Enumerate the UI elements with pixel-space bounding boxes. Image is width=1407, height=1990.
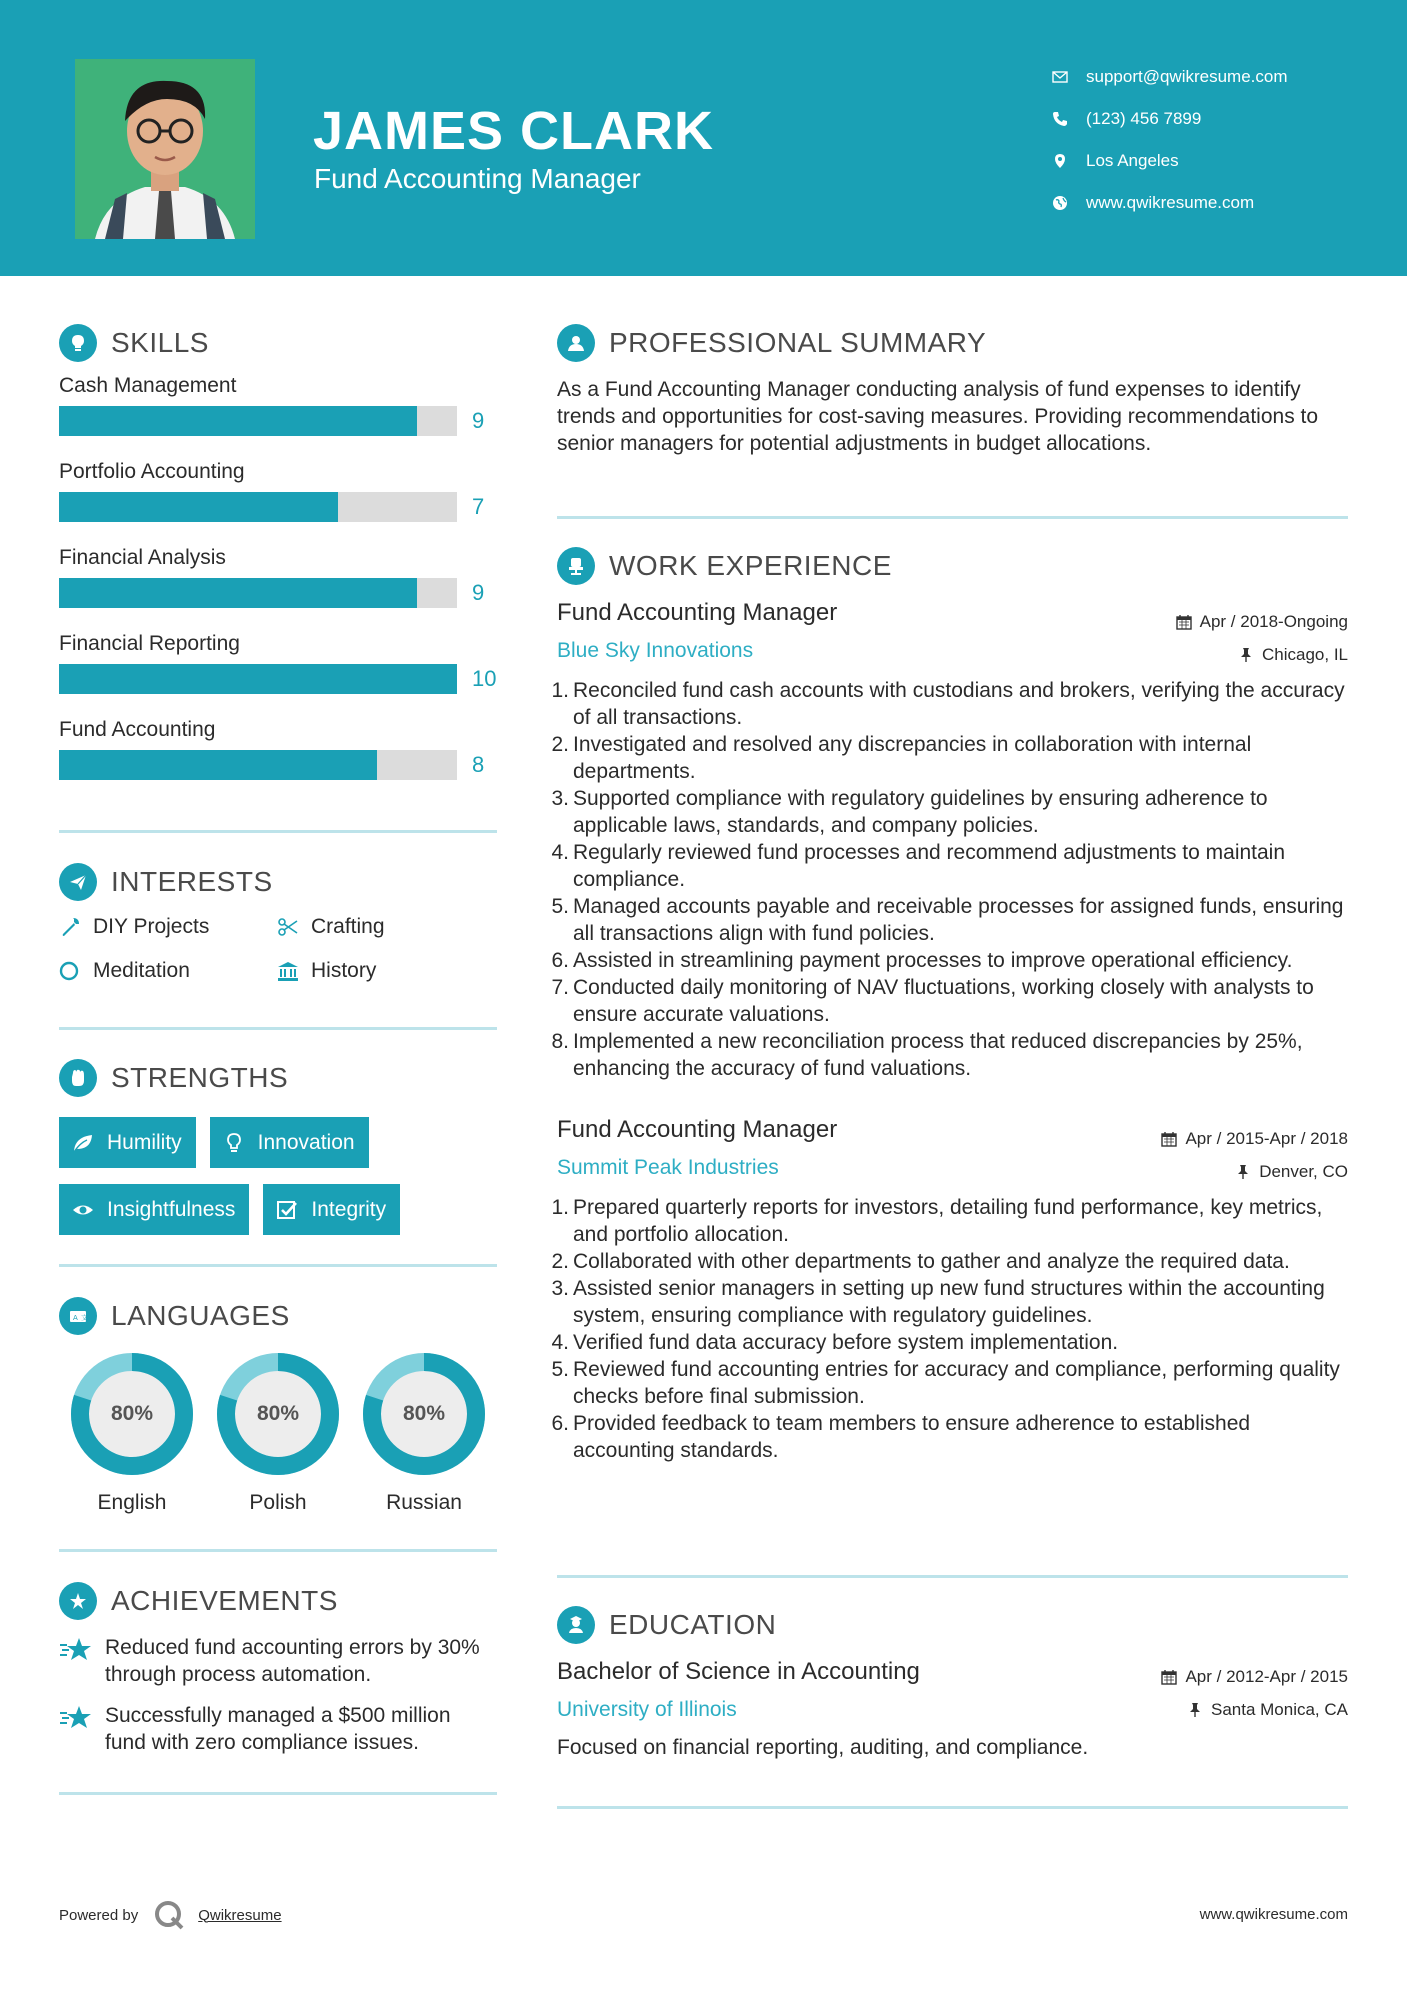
bullet-text: Reconciled fund cash accounts with custodians and brokers, verifying the accuracy of all transactions. bbox=[573, 679, 1345, 729]
job-bullet bbox=[551, 974, 1348, 1028]
calendar-icon bbox=[1176, 614, 1192, 630]
strength-label: Innovation bbox=[257, 1130, 355, 1154]
powered-by-text: Powered by bbox=[59, 1906, 139, 1924]
skill-label: Financial Analysis bbox=[59, 546, 226, 569]
lightbulb-icon bbox=[59, 324, 97, 362]
skills-title: SKILLS bbox=[111, 327, 209, 358]
interest-label: Crafting bbox=[311, 915, 385, 938]
graduate-icon bbox=[557, 1606, 595, 1644]
contact-email[interactable] bbox=[1050, 56, 1380, 98]
section-divider bbox=[557, 1806, 1348, 1809]
chair-icon bbox=[557, 547, 595, 585]
job-entry bbox=[551, 1116, 1348, 1464]
experience-heading bbox=[557, 547, 1348, 585]
pushpin-icon bbox=[1187, 1702, 1203, 1718]
bullet-number: 3. bbox=[551, 1277, 569, 1300]
job-bullet bbox=[551, 1356, 1348, 1410]
language-donut bbox=[363, 1353, 485, 1475]
paper-plane-icon bbox=[59, 863, 97, 901]
strengths-section bbox=[59, 1059, 497, 1235]
job-dates-text: Apr / 2015-Apr / 2018 bbox=[1185, 1128, 1348, 1148]
job-bullet bbox=[551, 1329, 1348, 1356]
job-dates bbox=[1176, 605, 1348, 638]
job-title: Fund Accounting Manager bbox=[557, 1116, 838, 1143]
strength-label: Humility bbox=[107, 1130, 182, 1154]
section-divider bbox=[59, 1792, 497, 1795]
fist-icon bbox=[59, 1059, 97, 1097]
resume-header bbox=[0, 0, 1407, 276]
education-degree: Bachelor of Science in Accounting bbox=[557, 1658, 920, 1685]
education-location bbox=[1161, 1693, 1348, 1726]
interest-item bbox=[277, 959, 477, 983]
job-dates bbox=[1161, 1122, 1348, 1155]
section-divider bbox=[59, 1264, 497, 1267]
skill-label: Cash Management bbox=[59, 374, 237, 397]
section-divider bbox=[59, 1027, 497, 1030]
language-icon bbox=[59, 1297, 97, 1335]
bullet-number: 6. bbox=[551, 949, 569, 972]
summary-title: PROFESSIONAL SUMMARY bbox=[609, 327, 987, 358]
job-bullet bbox=[551, 893, 1348, 947]
skill-item bbox=[59, 374, 497, 460]
strengths-list bbox=[59, 1117, 479, 1235]
language-percent: 80% bbox=[402, 1402, 446, 1425]
wrench-icon bbox=[59, 916, 93, 938]
phone-icon bbox=[1050, 109, 1086, 129]
contact-email-text: support@qwikresume.com bbox=[1086, 67, 1288, 86]
bullet-text: Assisted senior managers in setting up new fund structures within the accounting system, ensuring compliance with regulatory guidelines. bbox=[573, 1277, 1325, 1327]
section-divider bbox=[557, 516, 1348, 519]
bullet-text: Reviewed fund accounting entries for accuracy and compliance, performing quality checks before final submission. bbox=[573, 1358, 1340, 1408]
job-meta bbox=[1161, 1122, 1348, 1188]
job-bullet bbox=[551, 677, 1348, 731]
lightbulb-icon bbox=[222, 1131, 246, 1155]
envelope-icon bbox=[1050, 67, 1086, 87]
strength-chip bbox=[210, 1117, 369, 1168]
summary-section bbox=[557, 324, 1348, 457]
skill-bar-track bbox=[59, 578, 457, 608]
education-description: Focused on financial reporting, auditing, and compliance. bbox=[557, 1736, 1089, 1759]
candidate-name: JAMES CLARK bbox=[313, 101, 715, 161]
language-donut bbox=[217, 1353, 339, 1475]
svg-text:A 文: A 文 bbox=[73, 1314, 89, 1322]
job-dates-text: Apr / 2018-Ongoing bbox=[1199, 611, 1348, 631]
interest-label: DIY Projects bbox=[93, 915, 210, 938]
languages-title: LANGUAGES bbox=[111, 1300, 290, 1331]
strength-chip bbox=[263, 1184, 400, 1235]
museum-icon bbox=[277, 960, 311, 982]
strength-chip bbox=[59, 1117, 196, 1168]
language-donut bbox=[71, 1353, 193, 1475]
language-name: English bbox=[97, 1491, 167, 1514]
bullet-text: Collaborated with other departments to gather and analyze the required data. bbox=[573, 1250, 1290, 1273]
skill-bar-track bbox=[59, 492, 457, 522]
skill-item bbox=[59, 460, 497, 546]
language-percent: 80% bbox=[256, 1402, 300, 1425]
skill-value: 9 bbox=[472, 580, 485, 605]
job-bullet bbox=[551, 731, 1348, 785]
candidate-role: Fund Accounting Manager bbox=[314, 163, 641, 194]
education-heading bbox=[557, 1606, 1348, 1644]
skills-section bbox=[59, 324, 497, 804]
skills-heading bbox=[59, 324, 497, 362]
skill-bar-track bbox=[59, 406, 457, 436]
interest-item bbox=[59, 915, 277, 939]
contact-location-text: Los Angeles bbox=[1086, 151, 1179, 170]
job-location bbox=[1161, 1155, 1348, 1188]
languages-heading bbox=[59, 1297, 497, 1335]
education-meta bbox=[1161, 1660, 1348, 1726]
job-location-text: Chicago, IL bbox=[1262, 644, 1348, 664]
star-icon bbox=[59, 1702, 105, 1756]
footer-url[interactable]: www.qwikresume.com bbox=[1199, 1906, 1348, 1923]
skill-value: 10 bbox=[472, 666, 497, 691]
job-bullet bbox=[551, 1194, 1348, 1248]
achievement-item bbox=[59, 1702, 497, 1756]
bullet-number: 8. bbox=[551, 1030, 569, 1053]
contact-phone-text: (123) 456 7899 bbox=[1086, 109, 1202, 128]
bullet-text: Provided feedback to team members to ensure adherence to established accounting standards. bbox=[573, 1412, 1251, 1462]
strength-label: Insightfulness bbox=[107, 1197, 236, 1221]
skill-item bbox=[59, 632, 497, 718]
calendar-icon bbox=[1161, 1131, 1177, 1147]
calendar-icon bbox=[1161, 1669, 1177, 1685]
bullet-number: 4. bbox=[551, 841, 569, 864]
education-section bbox=[557, 1606, 1348, 1760]
bullet-number: 5. bbox=[551, 895, 569, 918]
skill-bar-fill bbox=[59, 578, 417, 608]
section-divider bbox=[59, 1549, 497, 1552]
scissors-icon bbox=[277, 916, 311, 938]
bullet-text: Supported compliance with regulatory guidelines by ensuring adherence to applicable laws, standards, and company policies. bbox=[573, 787, 1268, 837]
user-icon bbox=[557, 324, 595, 362]
strengths-heading bbox=[59, 1059, 497, 1097]
strength-label: Integrity bbox=[311, 1197, 387, 1221]
skill-bar-track bbox=[59, 664, 457, 694]
skill-bar-fill bbox=[59, 492, 338, 522]
job-bullet bbox=[551, 839, 1348, 893]
skill-bar-track bbox=[59, 750, 457, 780]
strength-chip bbox=[59, 1184, 249, 1235]
bullet-text: Investigated and resolved any discrepancies in collaboration with internal departments. bbox=[573, 733, 1252, 783]
profile-photo bbox=[75, 59, 255, 239]
map-pin-icon bbox=[1050, 151, 1086, 171]
bullet-text: Assisted in streamlining payment processes to improve operational efficiency. bbox=[573, 949, 1293, 972]
skill-bar-fill bbox=[59, 406, 417, 436]
job-bullet bbox=[551, 1275, 1348, 1329]
check-square-icon bbox=[275, 1198, 299, 1222]
footer-powered-by bbox=[59, 1898, 282, 1932]
star-icon bbox=[59, 1634, 105, 1688]
qwikresume-logo-icon bbox=[152, 1898, 186, 1932]
interest-item bbox=[59, 959, 277, 983]
job-company[interactable]: Blue Sky Innovations bbox=[557, 639, 754, 662]
eye-icon bbox=[71, 1198, 95, 1222]
bullet-text: Implemented a new reconciliation process that reduced discrepancies by 25%, enhancing the accuracy of fund valuations. bbox=[573, 1030, 1303, 1080]
language-name: Polish bbox=[249, 1491, 307, 1514]
interests-list bbox=[59, 915, 497, 983]
education-location-text: Santa Monica, CA bbox=[1210, 1699, 1348, 1719]
job-bullet bbox=[551, 947, 1348, 974]
education-school[interactable]: University of Illinois bbox=[557, 1698, 737, 1721]
education-entry bbox=[557, 1658, 1348, 1760]
strengths-title: STRENGTHS bbox=[111, 1062, 289, 1093]
contact-website[interactable] bbox=[1050, 182, 1380, 224]
achievements-title: ACHIEVEMENTS bbox=[111, 1585, 338, 1616]
brand-link[interactable]: Qwikresume bbox=[198, 1906, 282, 1924]
bullet-number: 6. bbox=[551, 1412, 569, 1435]
education-dates-text: Apr / 2012-Apr / 2015 bbox=[1185, 1666, 1348, 1686]
job-bullets bbox=[551, 677, 1348, 1082]
skill-label: Portfolio Accounting bbox=[59, 460, 245, 483]
star-badge-icon bbox=[59, 1582, 97, 1620]
job-title: Fund Accounting Manager bbox=[557, 599, 838, 626]
globe-icon bbox=[1050, 193, 1086, 213]
interests-section bbox=[59, 863, 497, 983]
language-item bbox=[351, 1353, 497, 1515]
job-bullet bbox=[551, 785, 1348, 839]
achievement-text: Reduced fund accounting errors by 30% through process automation. bbox=[105, 1636, 480, 1686]
skill-label: Financial Reporting bbox=[59, 632, 240, 655]
interest-label: History bbox=[311, 959, 377, 982]
bullet-number: 4. bbox=[551, 1331, 569, 1354]
job-entry bbox=[551, 599, 1348, 1082]
job-bullet bbox=[551, 1028, 1348, 1082]
bullet-number: 1. bbox=[551, 679, 569, 702]
languages-section bbox=[59, 1297, 497, 1515]
achievements-heading bbox=[59, 1582, 497, 1620]
summary-heading bbox=[557, 324, 1348, 362]
achievement-text: Successfully managed a $500 million fund with zero compliance issues. bbox=[105, 1704, 451, 1754]
bullet-number: 7. bbox=[551, 976, 569, 999]
skill-bar-fill bbox=[59, 750, 377, 780]
leaf-icon bbox=[71, 1131, 95, 1155]
interests-title: INTERESTS bbox=[111, 866, 273, 897]
bullet-number: 2. bbox=[551, 1250, 569, 1273]
bullet-number: 2. bbox=[551, 733, 569, 756]
job-bullets bbox=[551, 1194, 1348, 1464]
job-location-text: Denver, CO bbox=[1259, 1161, 1348, 1181]
achievements-section bbox=[59, 1582, 497, 1756]
job-meta bbox=[1176, 605, 1348, 671]
bullet-text: Prepared quarterly reports for investors, detailing fund performance, key metrics, and portfolio allocation. bbox=[573, 1196, 1323, 1246]
contact-location bbox=[1050, 140, 1380, 182]
pushpin-icon bbox=[1238, 647, 1254, 663]
bullet-text: Verified fund data accuracy before system implementation. bbox=[573, 1331, 1119, 1354]
education-title: EDUCATION bbox=[609, 1609, 777, 1640]
skill-bar-fill bbox=[59, 664, 457, 694]
education-dates bbox=[1161, 1660, 1348, 1693]
skill-value: 8 bbox=[472, 752, 485, 777]
language-percent: 80% bbox=[110, 1402, 154, 1425]
bullet-text: Conducted daily monitoring of NAV fluctuations, working closely with analysts to ensure accurate valuations. bbox=[573, 976, 1314, 1026]
skill-item bbox=[59, 546, 497, 632]
skill-value: 7 bbox=[472, 494, 485, 519]
circle-icon bbox=[59, 960, 93, 982]
languages-list bbox=[59, 1353, 497, 1515]
bullet-text: Regularly reviewed fund processes and recommend adjustments to maintain compliance. bbox=[573, 841, 1286, 891]
contact-website-text: www.qwikresume.com bbox=[1086, 193, 1255, 212]
achievement-item bbox=[59, 1634, 497, 1688]
skill-item bbox=[59, 718, 497, 804]
experience-title: WORK EXPERIENCE bbox=[609, 550, 892, 581]
pushpin-icon bbox=[1235, 1164, 1251, 1180]
section-divider bbox=[557, 1575, 1348, 1578]
language-item bbox=[205, 1353, 351, 1515]
job-company[interactable]: Summit Peak Industries bbox=[557, 1156, 779, 1179]
skill-value: 9 bbox=[472, 408, 485, 433]
summary-text: As a Fund Accounting Manager conducting analysis of fund expenses to identify trends and opportunities for cost-saving measures. Providing recommendations to senior managers for potential adjustments in budget allocations. bbox=[557, 378, 1319, 455]
contact-list bbox=[1050, 56, 1380, 224]
language-item bbox=[59, 1353, 205, 1515]
section-divider bbox=[59, 830, 497, 833]
job-location bbox=[1176, 638, 1348, 671]
bullet-text: Managed accounts payable and receivable processes for assigned funds, ensuring all transactions align with fund policies. bbox=[573, 895, 1344, 945]
interest-label: Meditation bbox=[93, 959, 190, 982]
bullet-number: 3. bbox=[551, 787, 569, 810]
interests-heading bbox=[59, 863, 497, 901]
job-bullet bbox=[551, 1248, 1348, 1275]
skills-list bbox=[59, 374, 497, 804]
bullet-number: 5. bbox=[551, 1358, 569, 1381]
bullet-number: 1. bbox=[551, 1196, 569, 1219]
skill-label: Fund Accounting bbox=[59, 718, 216, 741]
interest-item bbox=[277, 915, 477, 939]
job-bullet bbox=[551, 1410, 1348, 1464]
language-name: Russian bbox=[386, 1491, 462, 1514]
experience-section bbox=[551, 547, 1348, 1464]
contact-phone[interactable] bbox=[1050, 98, 1380, 140]
